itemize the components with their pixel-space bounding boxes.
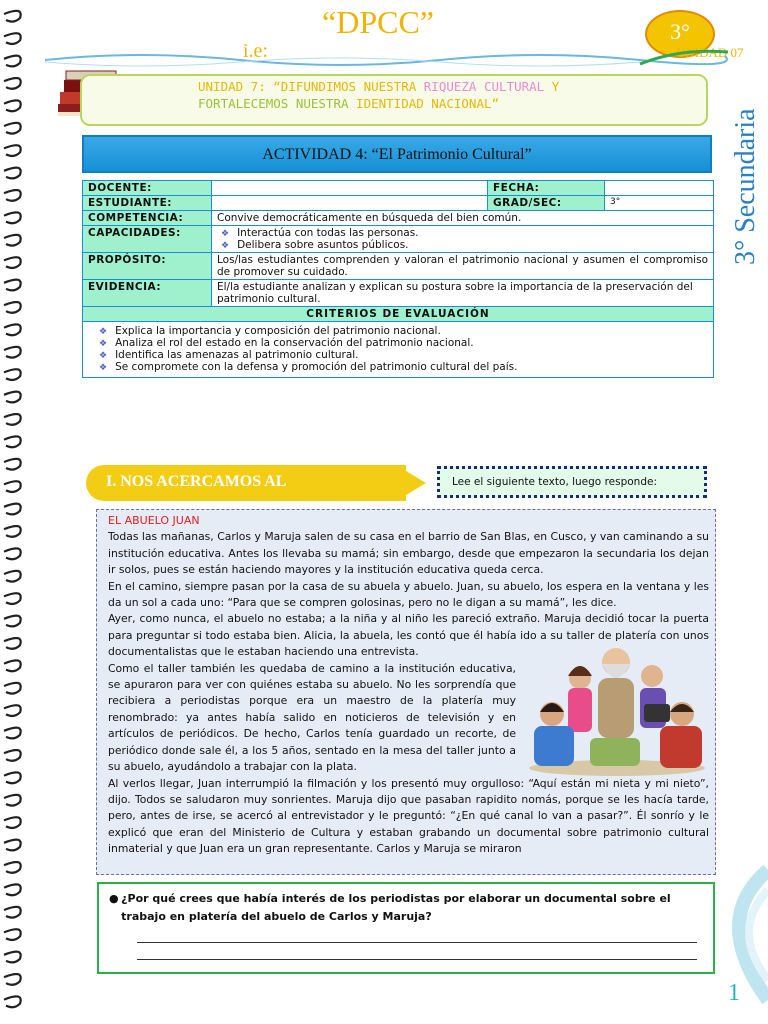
- spiral-ring: [4, 11, 21, 22]
- answer-line[interactable]: [137, 932, 697, 943]
- spiral-ring: [4, 705, 21, 716]
- criterios-header: CRITERIOS DE EVALUACIÓN: [83, 307, 714, 322]
- spiral-ring: [4, 952, 21, 963]
- capacidad-item: ❖ Interactúa con todas las personas.: [221, 227, 708, 239]
- decorative-divider: [40, 46, 730, 70]
- school-title: “DPCC”: [322, 4, 434, 40]
- spiral-ring: [4, 235, 21, 246]
- criterio-item: ❖ Identifica las amenazas al patrimonio cultural.: [99, 349, 708, 361]
- bullet-icon: ●: [109, 892, 119, 905]
- unidad-corner-label: UNIDAD 07: [676, 45, 744, 60]
- unit-part2: RIQUEZA CULTURAL: [423, 79, 545, 94]
- gradsec-value: 3°: [605, 196, 714, 211]
- spiral-ring: [4, 369, 21, 380]
- criterio-item: ❖ Analiza el rol del estado en la conservación del patrimonio nacional.: [99, 337, 708, 349]
- spiral-ring: [4, 190, 21, 201]
- section-1-title: I. NOS ACERCAMOS AL: [106, 473, 287, 490]
- criterio-item: ❖ Explica la importancia y composición del patrimonio nacional.: [99, 325, 708, 337]
- question-box: [97, 882, 715, 974]
- spiral-ring: [4, 616, 21, 627]
- capacidades-label: CAPACIDADES:: [83, 226, 212, 253]
- spiral-ring: [4, 571, 21, 582]
- side-grade-text: 3° Secundaria: [730, 108, 761, 265]
- capacidades-cell: [212, 226, 714, 253]
- spiral-ring: [4, 168, 21, 179]
- fecha-field[interactable]: [605, 181, 714, 196]
- spiral-ring: [4, 996, 21, 1007]
- unit-part1: “DIFUNDIMOS NUESTRA: [273, 79, 424, 94]
- spiral-ring: [4, 414, 21, 425]
- story-paragraph: Como el taller también les quedaba de camino a la institución educativa, se apuraron para ver con quiénes estaba su abuelo. No les sorprendía que recibiera a periodistas porque era un maestro de la platería muy renombrado: ya antes había salido en noticieros de televisión y en artículos de periódicos. De hecho, Carlos tenía guardado un recorte, de periódico donde sale él, a los 5 años, sentado en la mesa del taller junto a su abuelo, ayudándolo a trabajar con la plata.: [108, 661, 516, 774]
- story-paragraph: Todas las mañanas, Carlos y Maruja salen de su casa en el barrio de San Blas, en Cusco, y van caminando a su institución educativa. Antes los llevaba su mamá; sin embargo, desde que empezaron la secundaria los dejan ir solos, pues se están haciendo mayores y la institución educativa queda cerca.: [108, 530, 709, 577]
- question-text: ¿Por qué crees que había interés de los periodistas por elaborar un documental sobre el trabajo en platería del abuelo de Carlos y Maruja?: [121, 892, 671, 923]
- question-row: [109, 890, 705, 926]
- criterios-cell: [83, 322, 714, 378]
- side-grade-label: [716, 60, 766, 270]
- grade-badge: 3°: [645, 10, 715, 58]
- unit-part6: ”: [491, 96, 500, 111]
- spiral-ring: [4, 526, 21, 537]
- spiral-ring: [4, 929, 21, 940]
- unit-part3: Y: [544, 79, 560, 94]
- spiral-ring: [4, 324, 21, 335]
- gradsec-label: GRAD/SEC:: [488, 196, 605, 211]
- spiral-ring: [4, 212, 21, 223]
- story-illustration: [524, 642, 710, 776]
- spiral-ring: [4, 884, 21, 895]
- capacidad-item: ❖ Delibera sobre asuntos públicos.: [221, 239, 708, 251]
- spiral-ring: [4, 795, 21, 806]
- spiral-ring: [4, 750, 21, 761]
- spiral-ring: [4, 392, 21, 403]
- unit-title-box: [80, 74, 708, 126]
- competencia-value: Convive democráticamente en búsqueda del bien común.: [212, 211, 714, 226]
- criterio-item: ❖ Se compromete con la defensa y promoción del patrimonio cultural del país.: [99, 361, 708, 373]
- spiral-ring: [4, 302, 21, 313]
- unit-prefix: UNIDAD 7:: [198, 79, 274, 94]
- evidencia-value: El/la estudiante analizan y explican su postura sobre la importancia de la preservación del patrimonio cultural.: [212, 280, 714, 307]
- spiral-ring: [4, 78, 21, 89]
- story-paragraph: En el camino, siempre pasan por la casa de su abuela y abuelo. Juan, su abuelo, los espera en la ventana y les da un sol a cada uno: “Para que se compren golosinas, pero no le digan a su mamá”, les dice.: [108, 579, 709, 610]
- unit-part4: FORTALECEMOS NUESTRA: [198, 96, 357, 111]
- estudiante-field[interactable]: [212, 196, 488, 211]
- spiral-ring: [4, 145, 21, 156]
- spiral-ring: [4, 638, 21, 649]
- page-number: 1: [728, 980, 740, 1006]
- docente-field[interactable]: [212, 181, 488, 196]
- spiral-ring: [4, 123, 21, 134]
- spiral-ring: [4, 100, 21, 111]
- spiral-binding: [0, 0, 26, 1024]
- spiral-ring: [4, 593, 21, 604]
- ie-label: i.e:: [243, 40, 268, 62]
- criterios-list: [95, 325, 708, 373]
- spiral-ring: [4, 347, 21, 358]
- spiral-ring: [4, 33, 21, 44]
- competencia-label: COMPETENCIA:: [83, 211, 212, 226]
- spiral-ring: [4, 481, 21, 492]
- activity-banner: ACTIVIDAD 4: “El Patrimonio Cultural”: [82, 135, 712, 173]
- docente-label: DOCENTE:: [83, 181, 212, 196]
- spiral-ring: [4, 548, 21, 559]
- spiral-ring: [4, 840, 21, 851]
- story-paragraph: Ayer, como nunca, el abuelo no estaba; a la niña y al niño les pareció extraño. Maruja decidió tocar la puerta para preguntar si todo estaba bien. Alicia, la abuela, les contó que él había ido a su taller de platería con unos documentalistas que le estaban haciendo una entrevista.: [108, 612, 709, 659]
- instruction-box: Lee el siguiente texto, luego responde:: [437, 466, 707, 498]
- estudiante-label: ESTUDIANTE:: [83, 196, 212, 211]
- activity-info-table: [82, 180, 714, 378]
- spiral-ring: [4, 772, 21, 783]
- banner-arrow-tip: [396, 465, 426, 501]
- spiral-ring: [4, 817, 21, 828]
- spiral-ring: [4, 660, 21, 671]
- proposito-label: PROPÓSITO:: [83, 253, 212, 280]
- proposito-value: Los/las estudiantes comprenden y valoran el patrimonio nacional y asumen el compromiso de promover su cuidado.: [212, 253, 714, 280]
- spiral-ring: [4, 504, 21, 515]
- answer-line[interactable]: [137, 949, 697, 960]
- story-paragraph: Al verlos llegar, Juan interrumpió la filmación y los presentó muy orgulloso: “Aquí están mi nieta y mi nieto”, dijo. Todos se saludaron muy sonrientes. Maruja dijo que pasaban rapidito nomás, porque se les hacía tarde, pero, antes de irse, se acercó al entrevistador y le preguntó: “¿En qué canal lo van a pasar?”. Él sonrío y le explicó que eran del Ministerio de Cultura y estaban grabando un documental sobre patrimonio cultural inmaterial y que Juan era un gran representante. Carlos y Maruja se miraron: [108, 776, 709, 856]
- spiral-ring: [4, 862, 21, 873]
- spiral-ring: [4, 436, 21, 447]
- section-1-banner: [86, 465, 406, 501]
- evidencia-label: EVIDENCIA:: [83, 280, 212, 307]
- spiral-ring: [4, 459, 21, 470]
- spiral-ring: [4, 280, 21, 291]
- spiral-ring: [4, 907, 21, 918]
- spiral-ring: [4, 56, 21, 67]
- capacidades-list: [217, 227, 708, 251]
- unit-part5: IDENTIDAD NACIONAL: [356, 96, 492, 111]
- spiral-ring: [4, 728, 21, 739]
- spiral-ring: [4, 683, 21, 694]
- spiral-ring: [4, 974, 21, 985]
- fecha-label: FECHA:: [488, 181, 605, 196]
- spiral-ring: [4, 257, 21, 268]
- story-title: EL ABUELO JUAN: [108, 514, 200, 527]
